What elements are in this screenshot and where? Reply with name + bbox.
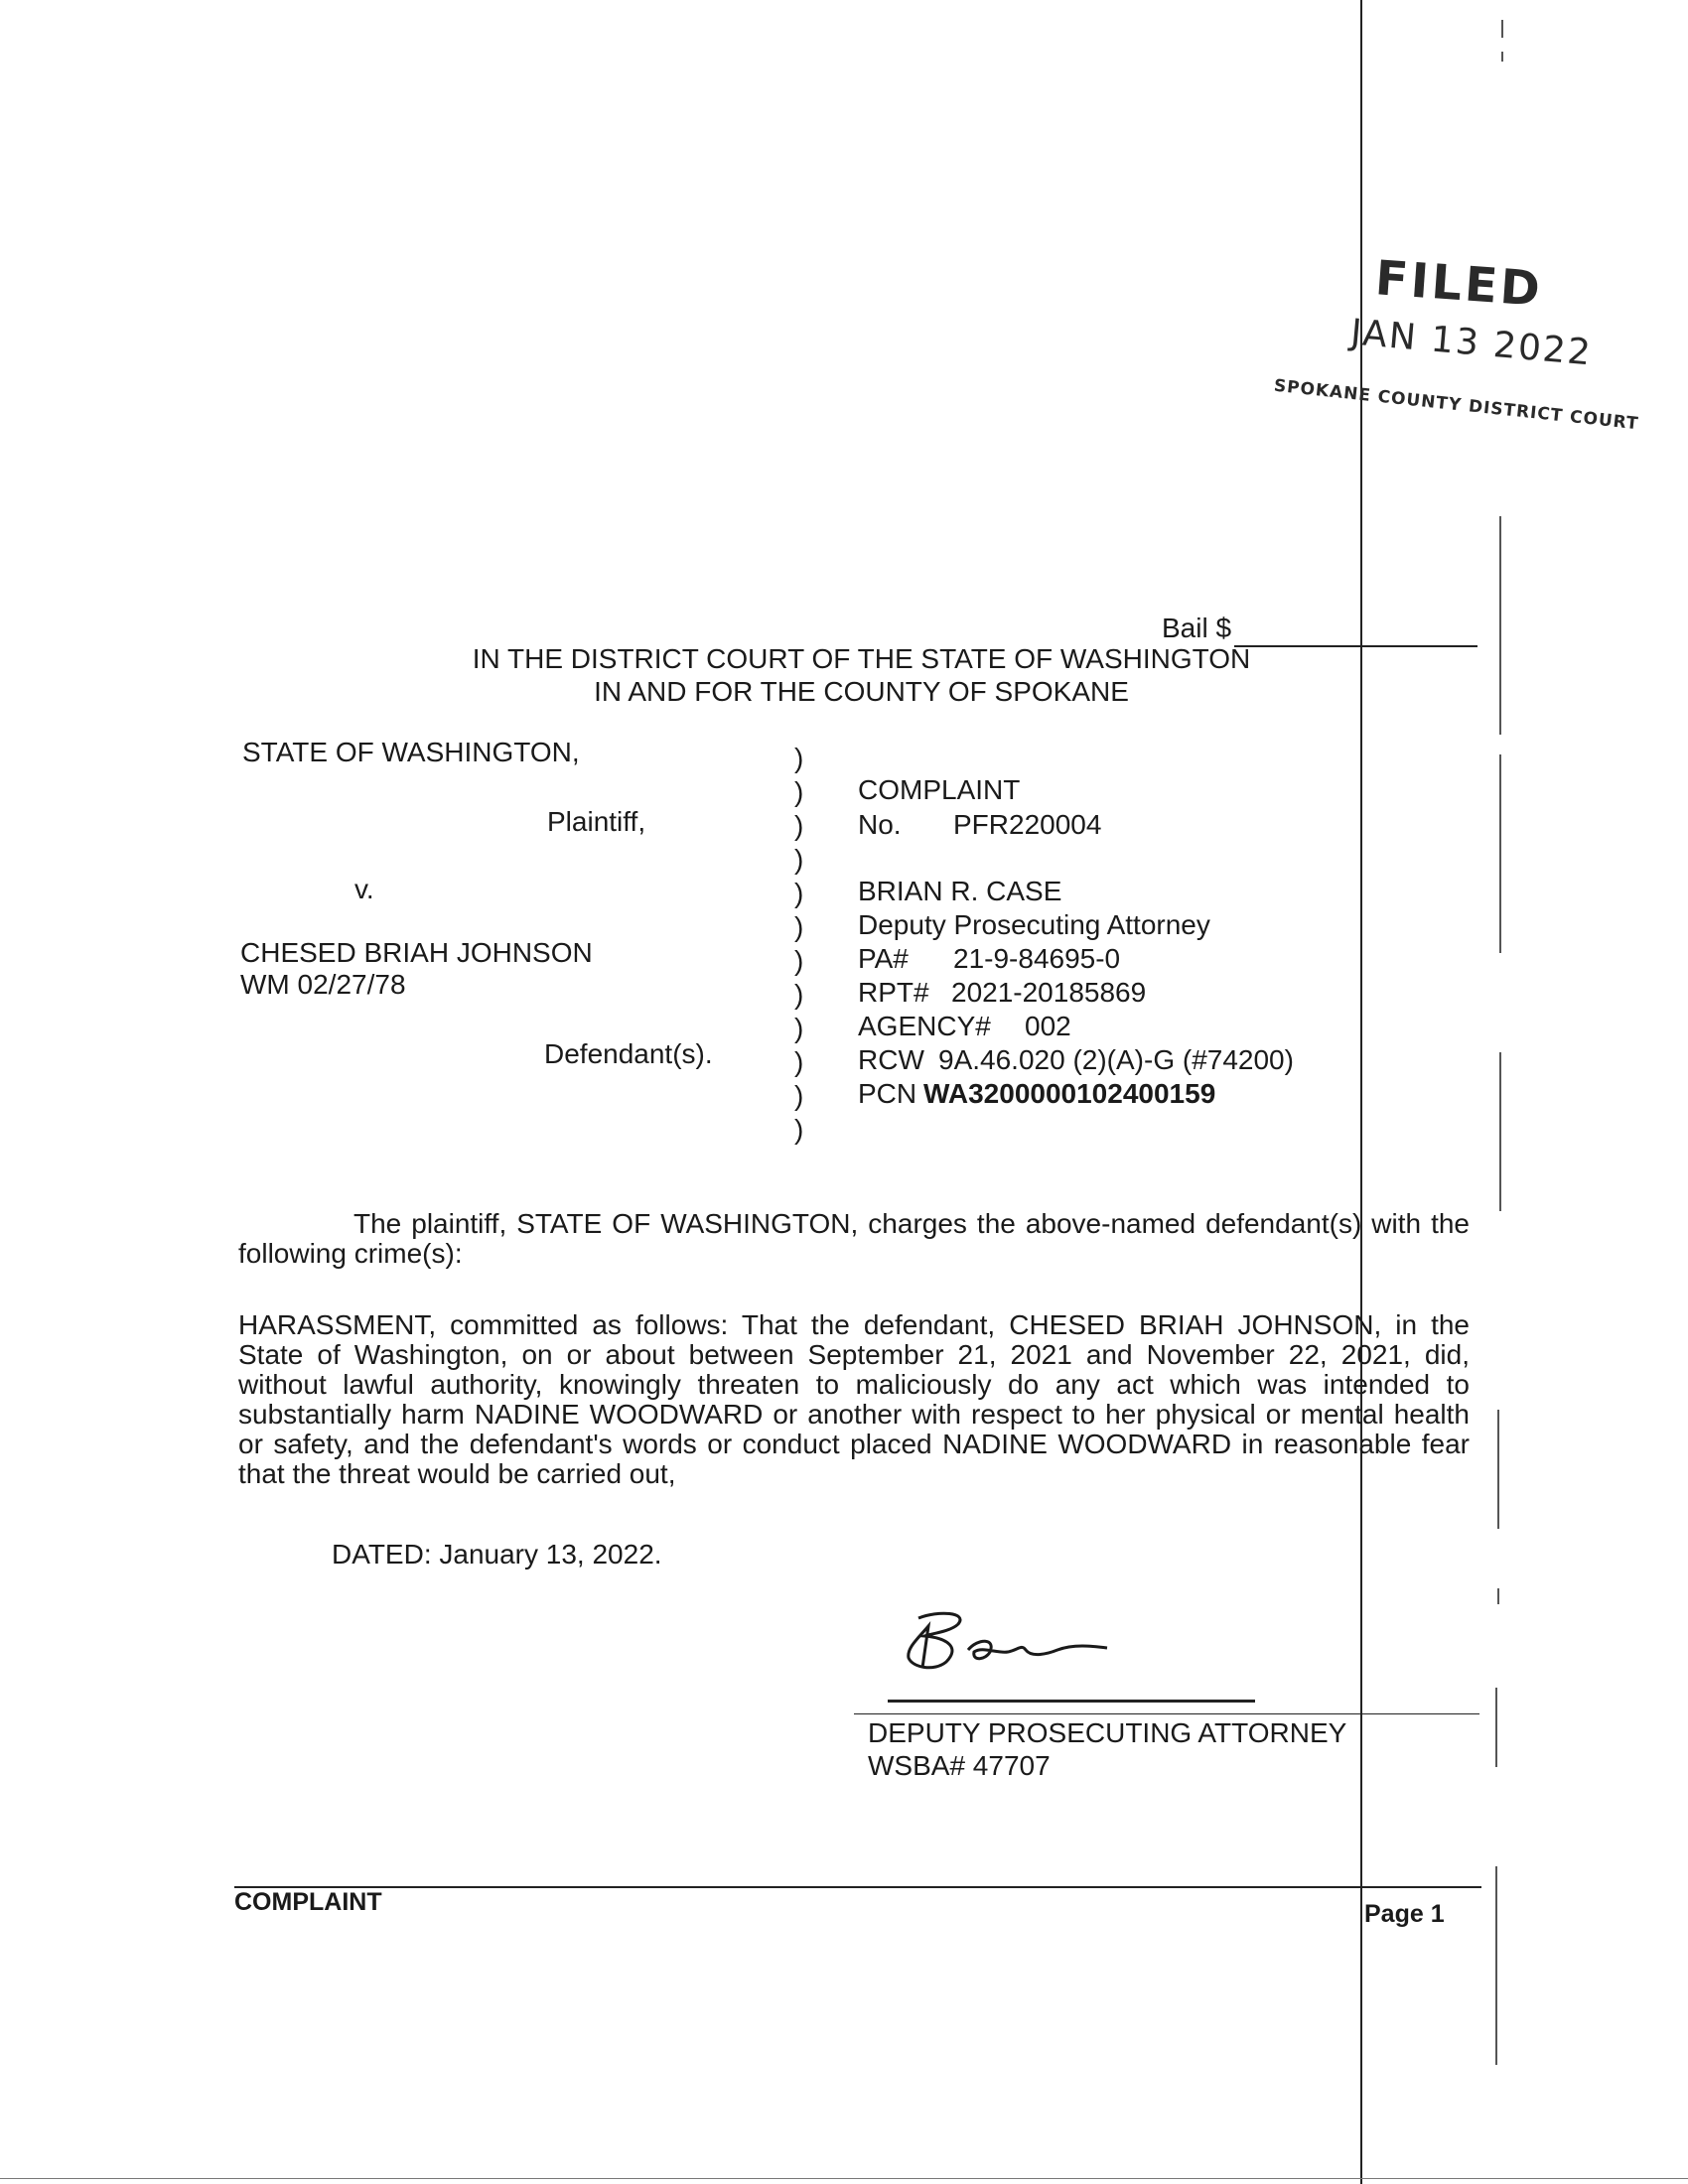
scan-dash-line: [1495, 1688, 1497, 1767]
charge-description: HARASSMENT, committed as follows: That the defendant, CHESED BRIAH JOHNSON, in the State of Washington, on or about between September 21, 2021 and November 22, 2021, did, without lawful authority, knowingly threaten to maliciously do any act which was intended to substantially harm NADINE WOODWARD or another with respect to her physical or mental health or safety, and the defendant's words or conduct placed NADINE WOODWARD in reasonable fear that the threat would be carried out,: [238, 1309, 1470, 1489]
footer-rule: [234, 1886, 1481, 1888]
caption-paren: ): [794, 911, 804, 942]
dated-line: DATED: January 13, 2022.: [332, 1539, 662, 1570]
caption-paren: ): [794, 979, 804, 1010]
caption-paren: ): [794, 844, 804, 875]
case-no-label: No.: [858, 809, 902, 840]
caption-paren: ): [794, 945, 804, 976]
court-heading-line2: IN AND FOR THE COUNTY OF SPOKANE: [594, 676, 1129, 707]
caption-paren: ): [794, 878, 804, 908]
attorney-title: Deputy Prosecuting Attorney: [858, 909, 1210, 940]
scan-dash-line: [1501, 20, 1503, 38]
caption-paren: ): [794, 1013, 804, 1043]
caption-paren: ): [794, 1114, 804, 1145]
plaintiff-label: Plaintiff,: [547, 806, 646, 837]
signature-image: [899, 1608, 1147, 1688]
signature-line: [888, 1700, 1255, 1703]
footer-page-number: Page 1: [1364, 1900, 1445, 1928]
signature-title: DEPUTY PROSECUTING ATTORNEY: [868, 1717, 1347, 1748]
bail-label: Bail $: [1162, 613, 1232, 643]
agency-value: 002: [1025, 1011, 1071, 1041]
scan-dash-line: [1497, 1410, 1499, 1529]
scan-dash-line: [1501, 52, 1503, 62]
caption-paren: ): [794, 810, 804, 841]
footer-doc-type: COMPLAINT: [234, 1888, 382, 1916]
rpt-value: 2021-20185869: [951, 977, 1147, 1008]
filed-stamp-title: FILED: [1373, 250, 1545, 318]
doc-type: COMPLAINT: [858, 774, 1021, 805]
scan-dash-line: [1497, 1588, 1499, 1604]
scan-dash-line: [1499, 1052, 1501, 1211]
rcw-label: RCW: [858, 1044, 924, 1075]
caption-paren: ): [794, 1046, 804, 1077]
filed-stamp-court: SPOKANE COUNTY DISTRICT COURT: [1272, 375, 1640, 435]
agency-label: AGENCY#: [858, 1011, 991, 1041]
defendant-label: Defendant(s).: [544, 1038, 713, 1069]
scan-bottom-line: [0, 2178, 1688, 2179]
caption-paren: ): [794, 1080, 804, 1111]
pcn-label: PCN: [858, 1078, 917, 1109]
case-no-value: PFR220004: [953, 809, 1102, 840]
scan-dash-line: [1499, 754, 1501, 953]
scan-dash-line: [1495, 1866, 1497, 2065]
filed-stamp-date: JAN 13 2022: [1348, 312, 1595, 374]
caption-paren: ): [794, 776, 804, 807]
court-heading-line1: IN THE DISTRICT COURT OF THE STATE OF WASHINGTON: [472, 643, 1251, 674]
pa-label: PA#: [858, 943, 909, 974]
pa-value: 21-9-84695-0: [953, 943, 1121, 974]
rcw-value: 9A.46.020 (2)(A)-G (#74200): [938, 1044, 1294, 1075]
defendant-info: WM 02/27/78: [240, 969, 406, 1000]
signature-rule: [854, 1713, 1479, 1714]
caption-paren: ): [794, 743, 804, 773]
signature-wsba: WSBA# 47707: [868, 1750, 1051, 1781]
pcn-value: WA3200000102400159: [923, 1078, 1216, 1109]
charging-intro: The plaintiff, STATE OF WASHINGTON, charges the above-named defendant(s) with the following crime(s):: [238, 1208, 1470, 1269]
plaintiff-name: STATE OF WASHINGTON,: [242, 737, 580, 767]
rpt-label: RPT#: [858, 977, 929, 1008]
defendant-name: CHESED BRIAH JOHNSON: [240, 937, 593, 968]
versus-label: v.: [354, 874, 374, 904]
attorney-name: BRIAN R. CASE: [858, 876, 1062, 906]
